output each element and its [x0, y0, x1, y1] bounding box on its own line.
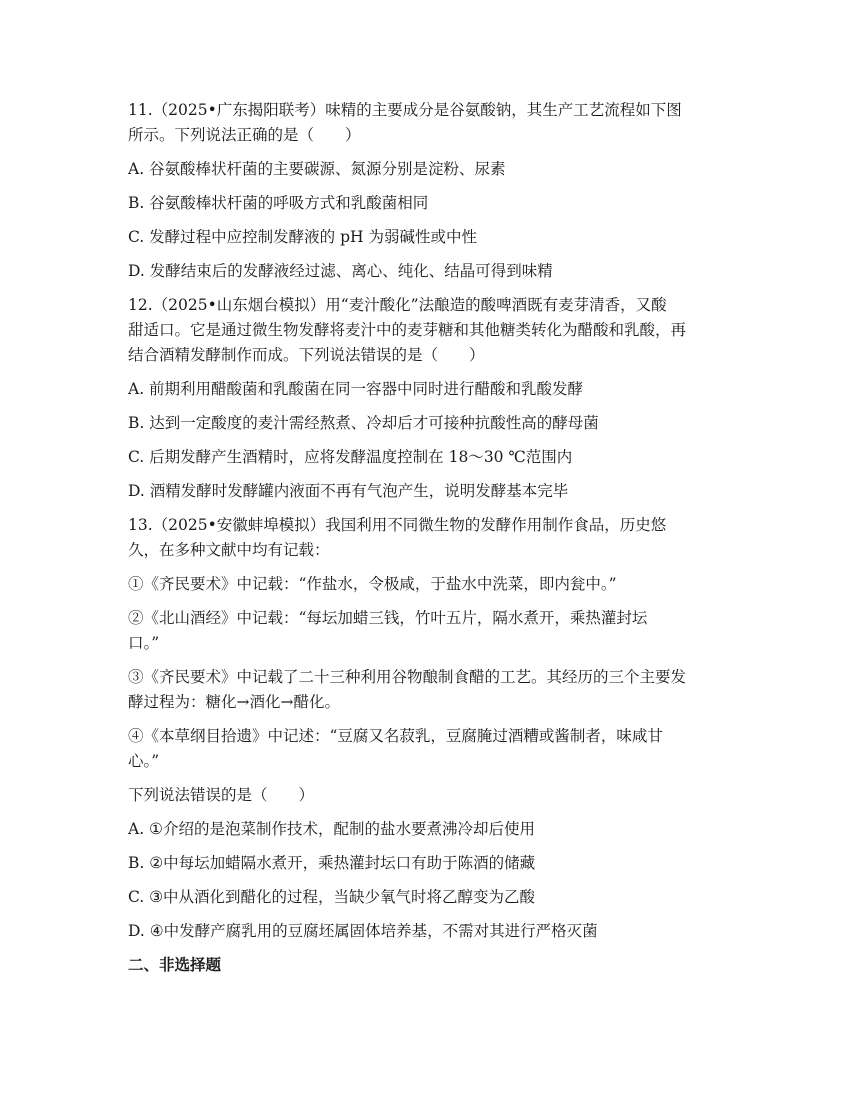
- option-a: A. 谷氨酸棒状杆菌的主要碳源、氮源分别是淀粉、尿素: [128, 160, 506, 178]
- option-b: B. ②中每坛加蜡隔水煮开，乘热灌封坛口有助于陈酒的储藏: [128, 854, 536, 872]
- question-12: [128, 293, 738, 504]
- record-line: ②《北山酒经》中记载：“每坛加蜡三钱，竹叶五片，隔水煮开，乘热灌封坛: [128, 609, 648, 627]
- option-d: D. 发酵结束后的发酵液经过滤、离心、纯化、结晶可得到味精: [128, 262, 553, 280]
- document-page: [128, 98, 738, 994]
- option-d: D. 酒精发酵时发酵罐内液面不再有气泡产生，说明发酵基本完毕: [128, 482, 569, 500]
- record-line: 酵过程为：糖化→酒化→醋化。: [128, 693, 340, 711]
- record-line: ①《齐民要术》中记载：“作盐水，令极咸，于盐水中洗菜，即内瓮中。”: [128, 575, 617, 593]
- record-2: [128, 606, 738, 656]
- option-c: C. ③中从酒化到醋化的过程，当缺少氧气时将乙醇变为乙酸: [128, 888, 536, 906]
- question-prompt: 下列说法错误的是（ ）: [128, 786, 315, 804]
- stem-line: 13.（2025•安徽蚌埠模拟）我国利用不同微生物的发酵作用制作食品，历史悠: [128, 516, 667, 534]
- record-line: 心。”: [128, 752, 160, 770]
- question-stem: [128, 293, 738, 368]
- record-1: [128, 572, 738, 597]
- option-a: A. ①介绍的是泡菜制作技术，配制的盐水要煮沸冷却后使用: [128, 820, 535, 838]
- option-b: B. 达到一定酸度的麦汁需经熬煮、冷却后才可接种抗酸性高的酵母菌: [128, 414, 599, 432]
- section-heading: 二、非选择题: [128, 956, 222, 974]
- question-stem: [128, 513, 738, 563]
- stem-line: 所示。下列说法正确的是（ ）: [128, 126, 361, 144]
- question-11: [128, 98, 738, 284]
- record-3: [128, 665, 738, 715]
- record-line: ④《本草纲目拾遗》中记述：“豆腐又名菽乳，豆腐腌过酒糟或酱制者，味咸甘: [128, 727, 663, 745]
- option-c: C. 后期发酵产生酒精时，应将发酵温度控制在 18～30 ℃范围内: [128, 448, 573, 466]
- record-line: ③《齐民要术》中记载了二十三种利用谷物酿制食醋的工艺。其经历的三个主要发: [128, 668, 687, 686]
- question-13: [128, 513, 738, 944]
- stem-line: 12.（2025•山东烟台模拟）用“麦汁酸化”法酿造的酸啤酒既有麦芽清香，又酸: [128, 296, 667, 314]
- record-4: [128, 724, 738, 774]
- option-c: C. 发酵过程中应控制发酵液的 pH 为弱碱性或中性: [128, 228, 477, 246]
- stem-line: 甜适口。它是通过微生物发酵将麦汁中的麦芽糖和其他糖类转化为醋酸和乳酸，再: [128, 321, 687, 339]
- stem-line: 11.（2025•广东揭阳联考）味精的主要成分是谷氨酸钠，其生产工艺流程如下图: [128, 101, 682, 119]
- option-a: A. 前期利用醋酸菌和乳酸菌在同一容器中同时进行醋酸和乳酸发酵: [128, 380, 584, 398]
- option-d: D. ④中发酵产腐乳用的豆腐坯属固体培养基，不需对其进行严格灭菌: [128, 922, 598, 940]
- stem-line: 久，在多种文献中均有记载：: [128, 541, 330, 559]
- stem-line: 结合酒精发酵制作而成。下列说法错误的是（ ）: [128, 346, 485, 364]
- record-line: 口。”: [128, 634, 160, 652]
- question-stem: [128, 98, 738, 148]
- option-b: B. 谷氨酸棒状杆菌的呼吸方式和乳酸菌相同: [128, 194, 429, 212]
